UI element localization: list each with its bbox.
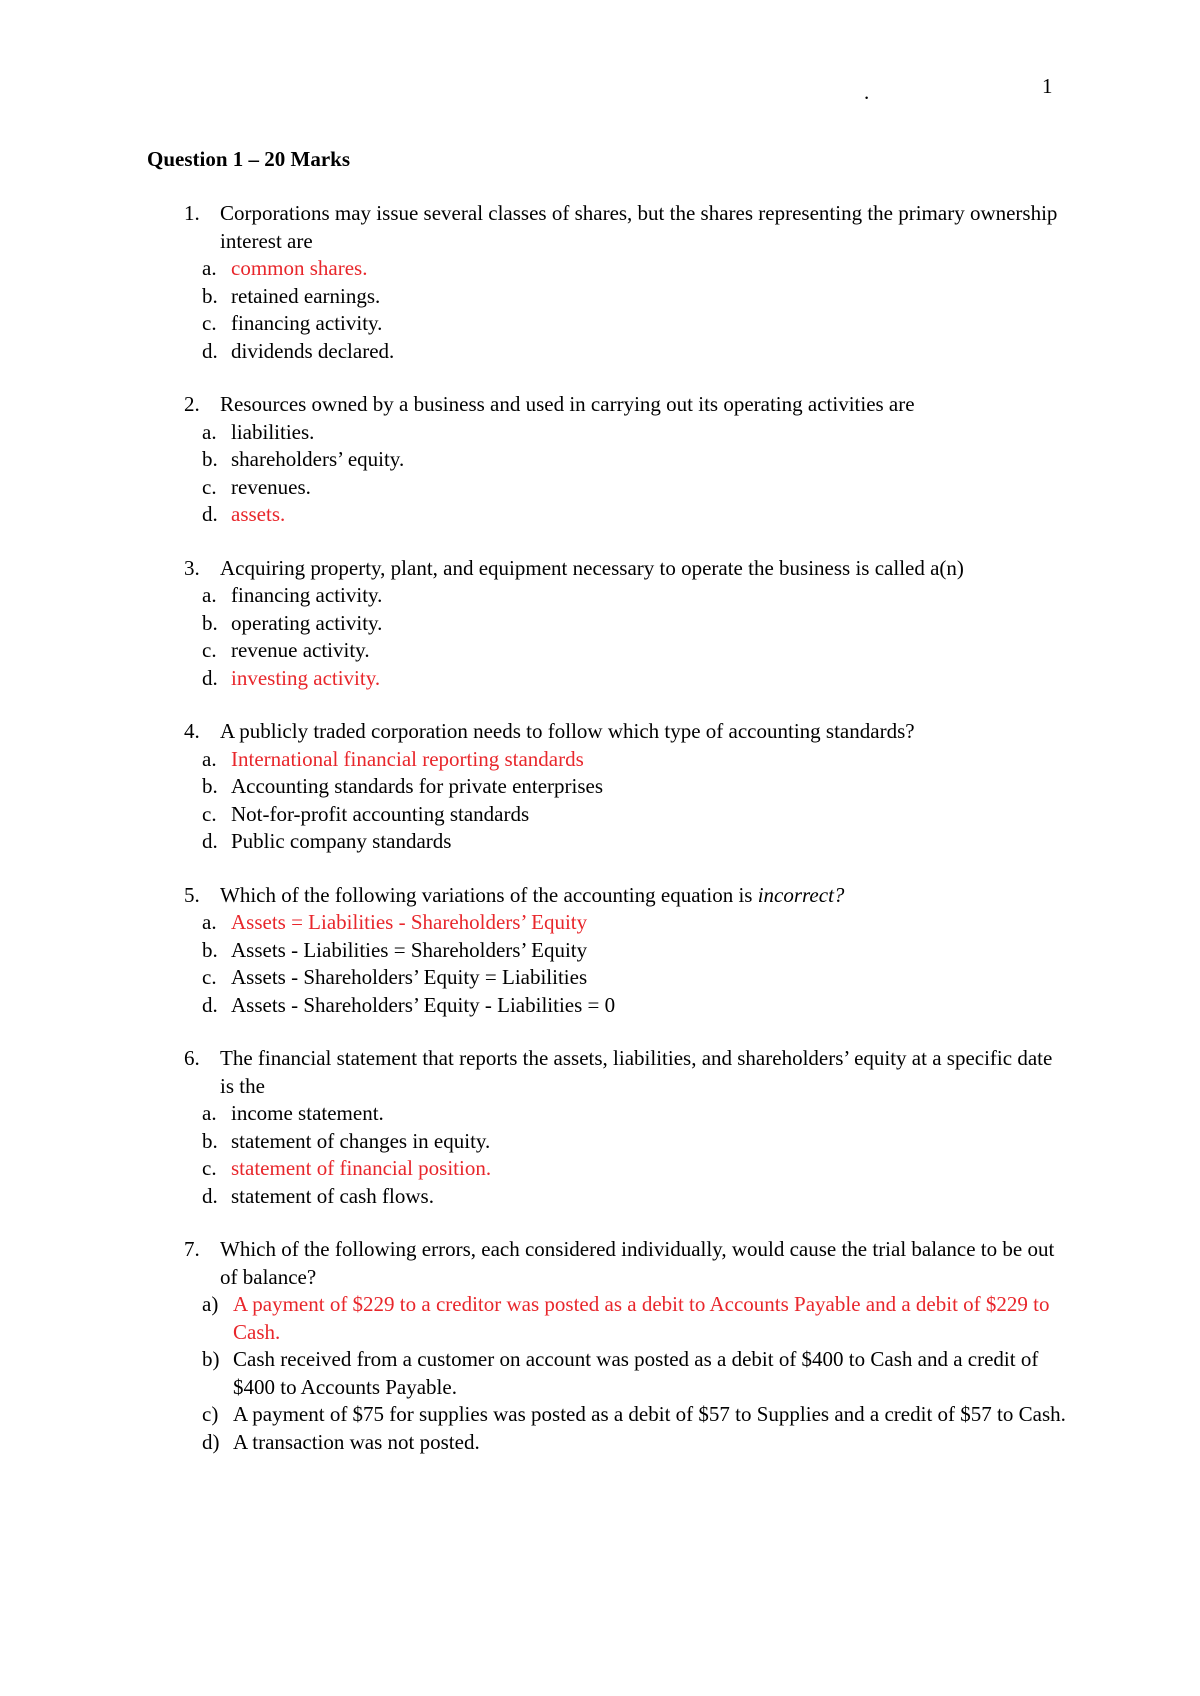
option-text: Assets - Shareholders’ Equity = Liabilities [231,965,588,989]
option-text: A payment of $75 for supplies was posted as a debit of $57 to Supplies and a credit of $57 to Cash. [233,1402,1066,1426]
answer-option [147,1128,1067,1156]
option-letter: d. [202,829,218,853]
answer-option-correct [147,1155,1067,1183]
question-4 [147,718,1067,856]
question-number: 3. [184,555,200,580]
option-text: shareholders’ equity. [231,447,405,471]
option-letter: c. [202,801,217,826]
option-letter: b. [202,283,218,308]
option-letter: b. [202,774,218,798]
answer-option-correct [147,1291,1067,1346]
question-emphasis: incorrect? [757,882,845,907]
option-text: revenue activity. [231,638,370,662]
option-text: Accounting standards for private enterprises [231,774,604,798]
question-number: 4. [184,719,200,743]
question-number: 7. [184,1237,200,1261]
question-stem [147,200,1067,255]
option-text: Public company standards [231,829,452,853]
question-stem [147,882,1067,910]
header-dot: . [864,80,870,104]
question-5 [147,882,1067,1020]
option-letter: a. [202,1101,217,1125]
option-letter: d. [202,338,218,363]
option-text: statement of cash flows. [231,1183,434,1208]
answer-options [147,582,1067,692]
answer-options [147,1100,1067,1210]
answer-options [147,909,1067,1019]
option-letter: b. [202,1128,218,1153]
question-stem [147,391,1067,419]
question-number: 5. [184,882,200,907]
option-text: Not-for-profit accounting standards [231,801,530,826]
answer-option [147,1183,1067,1211]
option-letter: a. [202,419,217,444]
answer-option [147,637,1067,665]
question-text: Which of the following variations of the accounting equation is [220,882,753,907]
question-number: 6. [184,1046,200,1070]
option-letter: b. [202,447,218,471]
option-letter: b) [202,1347,220,1371]
answer-option [147,338,1067,366]
option-letter: c) [202,1402,219,1426]
option-letter: c. [202,638,217,662]
option-text: A payment of $229 to a creditor was posted as a debit to Accounts Payable and a debit of $229 to Cash. [233,1292,1050,1344]
question-text: Corporations may issue several classes of shares, but the shares representing the primary ownership interest are [220,201,1058,253]
answer-options [147,1291,1067,1456]
answer-option [147,1401,1067,1429]
answer-option [147,446,1067,474]
question-3 [147,555,1067,693]
option-text: investing activity. [231,665,381,690]
page-header [0,74,1200,114]
question-text: Resources owned by a business and used in carrying out its operating activities are [220,392,915,416]
option-letter: b. [202,937,218,962]
answer-options [147,746,1067,856]
question-2 [147,391,1067,529]
answer-option-correct [147,501,1067,529]
answer-option-correct [147,255,1067,283]
option-letter: d. [202,665,218,690]
option-text: Cash received from a customer on account was posted as a debit of $400 to Cash and a credit of $400 to Accounts Payable. [233,1347,1039,1399]
question-stem [147,555,1067,583]
answer-option [147,310,1067,338]
option-text: liabilities. [231,419,315,444]
answer-option [147,937,1067,965]
option-letter: c. [202,965,217,989]
answer-options [147,255,1067,365]
question-stem [147,1236,1067,1291]
question-text: Acquiring property, plant, and equipment necessary to operate the business is called a(n) [220,555,964,580]
option-text: operating activity. [231,610,383,635]
answer-option [147,1100,1067,1128]
option-letter: a. [202,583,217,607]
option-letter: b. [202,610,218,635]
option-letter: c. [202,1156,217,1180]
option-letter: a) [202,1292,219,1316]
question-text: A publicly traded corporation needs to follow which type of accounting standards? [220,719,915,743]
page-number: 1 [1042,74,1053,98]
answer-option [147,1346,1067,1401]
answer-option [147,773,1067,801]
answer-option [147,964,1067,992]
answer-option [147,283,1067,311]
answer-option-correct [147,665,1067,693]
option-text: financing activity. [231,311,383,335]
answer-option [147,582,1067,610]
option-text: income statement. [231,1101,384,1125]
option-letter: a. [202,910,217,934]
question-number: 1. [184,201,200,225]
answer-option [147,474,1067,502]
option-letter: d) [202,1429,220,1454]
option-text: common shares. [231,256,368,280]
answer-option [147,610,1067,638]
answer-options [147,419,1067,529]
option-text: A transaction was not posted. [233,1429,480,1454]
option-text: financing activity. [231,583,383,607]
question-stem [147,1045,1067,1100]
option-text: statement of financial position. [231,1156,492,1180]
answer-option-correct [147,909,1067,937]
option-text: revenues. [231,474,311,499]
option-text: dividends declared. [231,338,395,363]
option-letter: d. [202,1183,218,1208]
option-text: statement of changes in equity. [231,1128,491,1153]
option-text: International financial reporting standards [231,746,584,771]
option-text: retained earnings. [231,283,381,308]
option-text: Assets - Shareholders’ Equity - Liabilities = 0 [231,992,616,1017]
option-text: Assets = Liabilities - Shareholders’ Equity [231,910,588,934]
option-letter: d. [202,502,218,526]
option-letter: a. [202,746,217,771]
question-stem [147,718,1067,746]
answer-option [147,828,1067,856]
question-heading: Question 1 – 20 Marks [147,147,351,171]
question-1 [147,200,1067,365]
option-letter: d. [202,992,218,1017]
option-letter: a. [202,256,217,280]
document-body [147,145,1067,1482]
question-6 [147,1045,1067,1210]
question-text: The financial statement that reports the assets, liabilities, and shareholders’ equity at a specific date is the [220,1046,1053,1098]
question-number: 2. [184,392,200,416]
option-letter: c. [202,474,217,499]
answer-option-correct [147,746,1067,774]
question-7 [147,1236,1067,1456]
option-text: assets. [231,502,286,526]
question-text: Which of the following errors, each considered individually, would cause the trial balance to be out of balance? [220,1237,1055,1289]
answer-option [147,1429,1067,1457]
answer-option [147,419,1067,447]
answer-option [147,801,1067,829]
answer-option [147,992,1067,1020]
option-letter: c. [202,311,217,335]
option-text: Assets - Liabilities = Shareholders’ Equity [231,937,588,962]
